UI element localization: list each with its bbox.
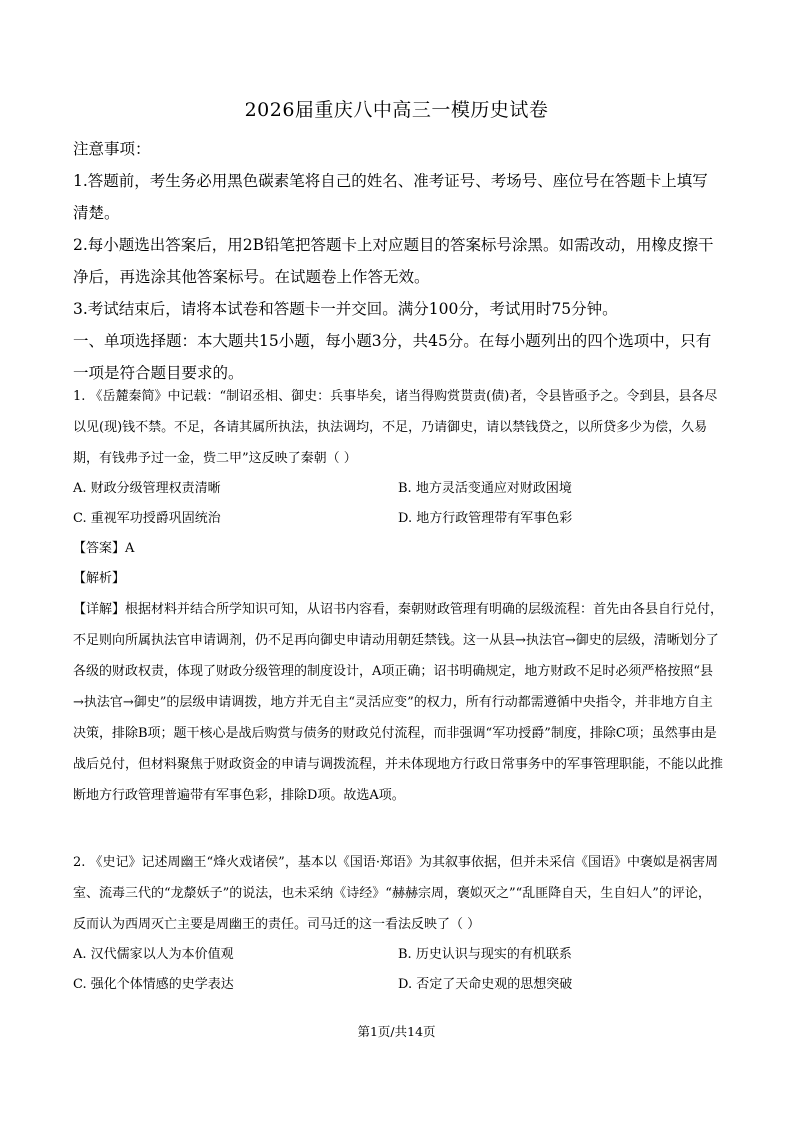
page-footer: 第1页/共14页 bbox=[357, 1024, 436, 1039]
question-2 bbox=[73, 847, 723, 1000]
option-c: C. 重视军功授爵巩固统治 bbox=[73, 511, 221, 526]
page-title: 2026届重庆八中高三一模历史试卷 bbox=[244, 99, 549, 121]
notice-heading: 注意事项： bbox=[73, 140, 151, 158]
notice-item-1: 1.答题前，考生务必用黑色碳素笔将自己的姓名、准考证号、考场号、座位号在答题卡上填写清楚。 bbox=[73, 172, 708, 222]
notice-item-3: 3.考试结束后，请将本试卷和答题卡一并交回。满分100分，考试用时75分钟。 bbox=[73, 300, 618, 318]
option-d: D. 否定了天命史观的思想突破 bbox=[398, 977, 573, 992]
analysis-label: 【解析】 bbox=[73, 571, 126, 586]
notice-item-2: 2.每小题选出答案后，用2B铅笔把答题卡上对应题目的答案标号涂黑。如需改动，用橡皮擦干净后，再选涂其他答案标号。在试题卷上作答无效。 bbox=[73, 236, 714, 286]
notice-block bbox=[73, 133, 723, 389]
question-1-options-row-1 bbox=[73, 474, 723, 504]
option-c: C. 强化个体情感的史学表达 bbox=[73, 977, 234, 992]
question-1-stem: 1. 《岳麓秦简》中记载：“制诏丞相、御史：兵事毕矣，诸当得购赏贳责(债)者，令县皆亟予之。令到县，县各尽以见(现)钱不禁。不足，各请其属所执法，执法调均，不足，乃请御史，请以禁钱贷之，以所贷多少为偿，久易期，有钱弗予过一金，赀二甲”这反映了秦朝（ ） bbox=[73, 389, 718, 466]
option-b: B. 地方灵活变通应对财政困境 bbox=[398, 481, 572, 496]
option-a: A. 汉代儒家以人为本价值观 bbox=[73, 947, 234, 962]
section-heading: 一、单项选择题：本大题共15小题，每小题3分，共45分。在每小题列出的四个选项中，只有一项是符合题目要求的。 bbox=[73, 332, 712, 382]
answer-label: 【答案】A bbox=[73, 541, 135, 556]
question-2-stem: 2. 《史记》记述周幽王“烽火戏诸侯”，基本以《国语·郑语》为其叙事依据，但并未采信《国语》中褒姒是祸害周室、流毒三代的“龙漦妖子”的说法，也未采纳《诗经》“赫赫宗周，褒姒灭之”“乱匪降自天，生自妇人”的评论，反而认为西周灭亡主要是周幽王的责任。司马迁的这一看法反映了（ ） bbox=[73, 855, 718, 932]
option-a: A. 财政分级管理权责清晰 bbox=[73, 481, 221, 496]
option-d: D. 地方行政管理带有军事色彩 bbox=[398, 511, 573, 526]
question-2-options-row-2 bbox=[73, 970, 723, 1000]
option-b: B. 历史认识与现实的有机联系 bbox=[398, 947, 572, 962]
detail-explanation: 【详解】根据材料并结合所学知识可知，从诏书内容看，秦朝财政管理有明确的层级流程：首先由各县自行兑付，不足则向所属执法官申请调剂，仍不足再向御史申请动用朝廷禁钱。这一从县→执法官→御史的层级，清晰划分了各级的财政权责，体现了财政分级管理的制度设计，A项正确；诏书明确规定，地方财政不足时必须严格按照“县→执法官→御史”的层级申请调拨，地方并无自主“灵活应变”的权力，所有行动都需遵循中央指令，并非地方自主决策，排除B项；题干核心是战后购赏与债务的财政兑付流程，而非强调“军功授爵”制度，排除C项；虽然事由是战后兑付，但材料聚焦于财政资金的申请与调拨流程，并未体现地方行政日常事务中的军事管理职能，不能以此推断地方行政管理普遍带有军事色彩，排除D项。故选A项。 bbox=[73, 602, 724, 803]
question-1 bbox=[73, 381, 723, 811]
question-2-options-row-1 bbox=[73, 940, 723, 970]
question-1-options-row-2 bbox=[73, 504, 723, 534]
